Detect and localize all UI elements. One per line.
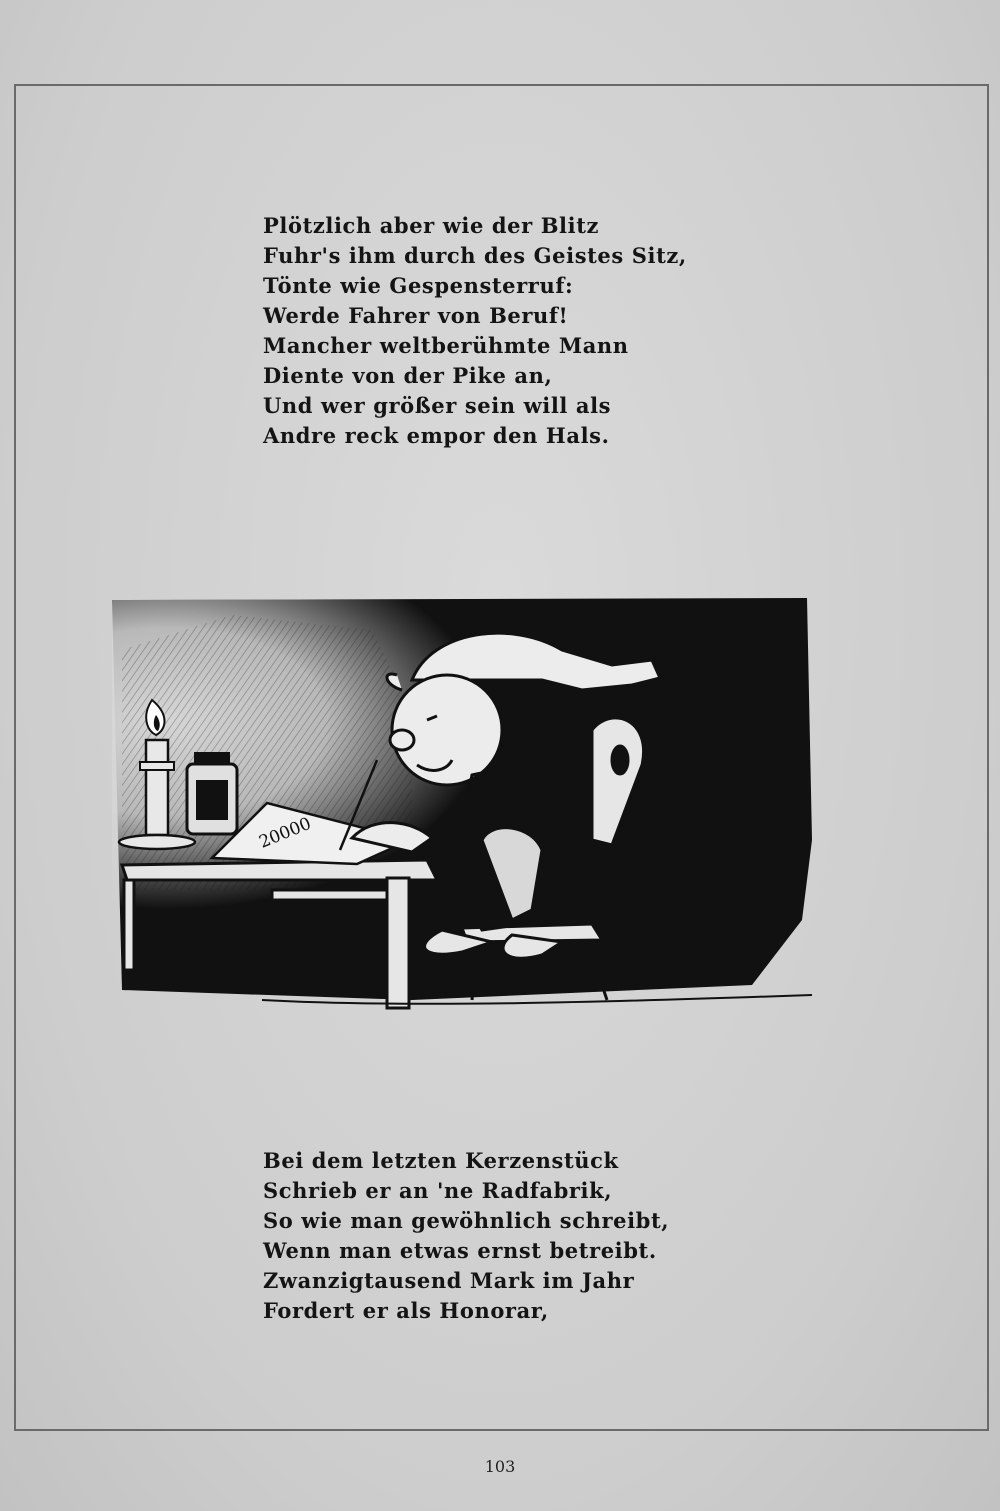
verse-line: Andre reck empor den Hals. xyxy=(263,423,610,448)
verse-line: Fuhr's ihm durch des Geistes Sitz, xyxy=(263,243,687,268)
boy-writing-illustration xyxy=(112,590,822,1015)
verse-line: Fordert er als Honorar, xyxy=(263,1298,549,1323)
verse-line: Tönte wie Gespensterruf: xyxy=(263,273,574,298)
verse-line: Schrieb er an 'ne Radfabrik, xyxy=(263,1178,613,1203)
verse-line: Werde Fahrer von Beruf! xyxy=(263,303,569,328)
verse-line: Und wer größer sein will als xyxy=(263,393,612,418)
page-number: 103 xyxy=(484,1457,516,1476)
verse-line: Plötzlich aber wie der Blitz xyxy=(263,213,600,238)
verse-line: Diente von der Pike an, xyxy=(263,363,553,388)
verse-line: Wenn man etwas ernst betreibt. xyxy=(263,1238,657,1263)
stanza-top xyxy=(263,211,687,451)
verse-line: Zwanzigtausend Mark im Jahr xyxy=(263,1268,635,1293)
stanza-bottom xyxy=(263,1146,669,1326)
verse-line: So wie man gewöhnlich schreibt, xyxy=(263,1208,670,1233)
verse-line: Bei dem letzten Kerzenstück xyxy=(263,1148,619,1173)
letter-amount: 20000 xyxy=(256,813,315,853)
ink-bottle-icon xyxy=(187,752,237,834)
verse-line: Mancher weltberühmte Mann xyxy=(263,333,629,358)
